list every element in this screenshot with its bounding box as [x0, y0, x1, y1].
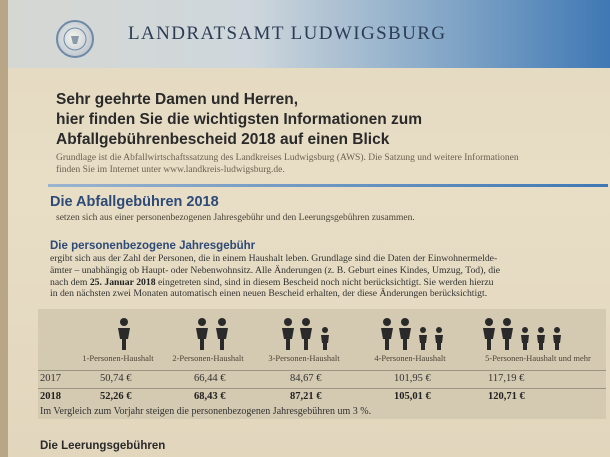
four-person-icon: [358, 317, 470, 351]
headline: [56, 90, 576, 150]
cell-value: 117,19 €: [488, 373, 525, 384]
table-divider: [38, 370, 606, 371]
cell-value: 52,26 €: [100, 391, 132, 402]
para-line-3: [50, 277, 605, 289]
intro-line-1: Grundlage ist die Abfallwirtschaftssatzung des Landkreises Ludwigsburg (AWS). Die Satzung und weitere Informationen: [56, 153, 519, 163]
cell-value: 84,67 €: [290, 373, 322, 384]
cutoff-date: 25. Januar 2018: [89, 276, 156, 288]
para-line-1: ergibt sich aus der Zahl der Personen, die in einem Haushalt leben. Grundlage sind die Daten der Einwohnermelde-: [50, 253, 498, 264]
para-line-4: in den nächsten zwei Monaten automatisch einen neuen Bescheid erhalten, der diese Änderungen berücksichtigt.: [50, 288, 488, 300]
header-4-person: 4-Personen-Haushalt: [374, 353, 446, 363]
headline-line-3: Abfallgebührenbescheid 2018 auf einen Blick: [56, 131, 390, 148]
cell-value: 105,01 €: [394, 391, 431, 402]
cell-value: 87,21 €: [290, 391, 322, 402]
letter-page: [8, 0, 610, 457]
row-year: 2017: [40, 373, 61, 384]
cell-value: 101,95 €: [394, 373, 431, 384]
cell-value: 50,74 €: [100, 373, 132, 384]
table-divider: [38, 388, 606, 389]
para-line-2: ämter – unabhängig ob Haupt- oder Nebenwohnsitz. Alle Änderungen (z. B. Geburt eines Kindes, Umzug, Tod), die: [50, 264, 501, 276]
section-subtitle: setzen sich aus einer personenbezogenen Jahresgebühr und den Leerungsgebühren zusammen.: [56, 213, 415, 223]
intro-text: [56, 152, 576, 176]
header-banner: [8, 0, 610, 68]
three-person-icon: [252, 317, 364, 351]
county-seal-icon: [56, 20, 94, 58]
header-3-person: 3-Personen-Haushalt: [268, 353, 340, 363]
five-person-icon: [468, 317, 580, 351]
header-1-person: 1-Personen-Haushalt: [82, 353, 154, 363]
cell-value: 66,44 €: [194, 373, 226, 384]
intro-line-2: finden Sie im Internet unter www.landkreis-ludwigsburg.de.: [56, 165, 285, 175]
subsection-title: Die personenbezogene Jahresgebühr: [50, 240, 256, 252]
comparison-note: Im Vergleich zum Vorjahr steigen die personenbezogenen Jahresgebühren um 3 %.: [40, 406, 372, 417]
row-year: 2018: [40, 391, 61, 402]
fee-explanation: [50, 253, 605, 300]
headline-line-1: Sehr geehrte Damen und Herren,: [56, 91, 299, 108]
cell-value: 68,43 €: [194, 391, 226, 402]
header-5-person: 5-Personen-Haushalt und mehr: [485, 353, 591, 363]
para-line-3c: eingetreten sind, sind in diesem Bescheid noch nicht berücksichtigt. Sie werden hierzu: [155, 276, 494, 288]
headline-line-2: hier finden Sie die wichtigsten Informationen zum: [56, 111, 423, 128]
next-section-title: Die Leerungsgebühren: [40, 440, 166, 452]
section-divider: [48, 184, 608, 187]
cell-value: 120,71 €: [488, 391, 525, 402]
header-2-person: 2-Personen-Haushalt: [172, 353, 244, 363]
section-title: Die Abfallgebühren 2018: [50, 194, 219, 210]
fee-table: [38, 309, 606, 419]
org-name: LANDRATSAMT LUDWIGSBURG: [128, 23, 447, 44]
para-line-3a: nach dem: [50, 276, 90, 288]
